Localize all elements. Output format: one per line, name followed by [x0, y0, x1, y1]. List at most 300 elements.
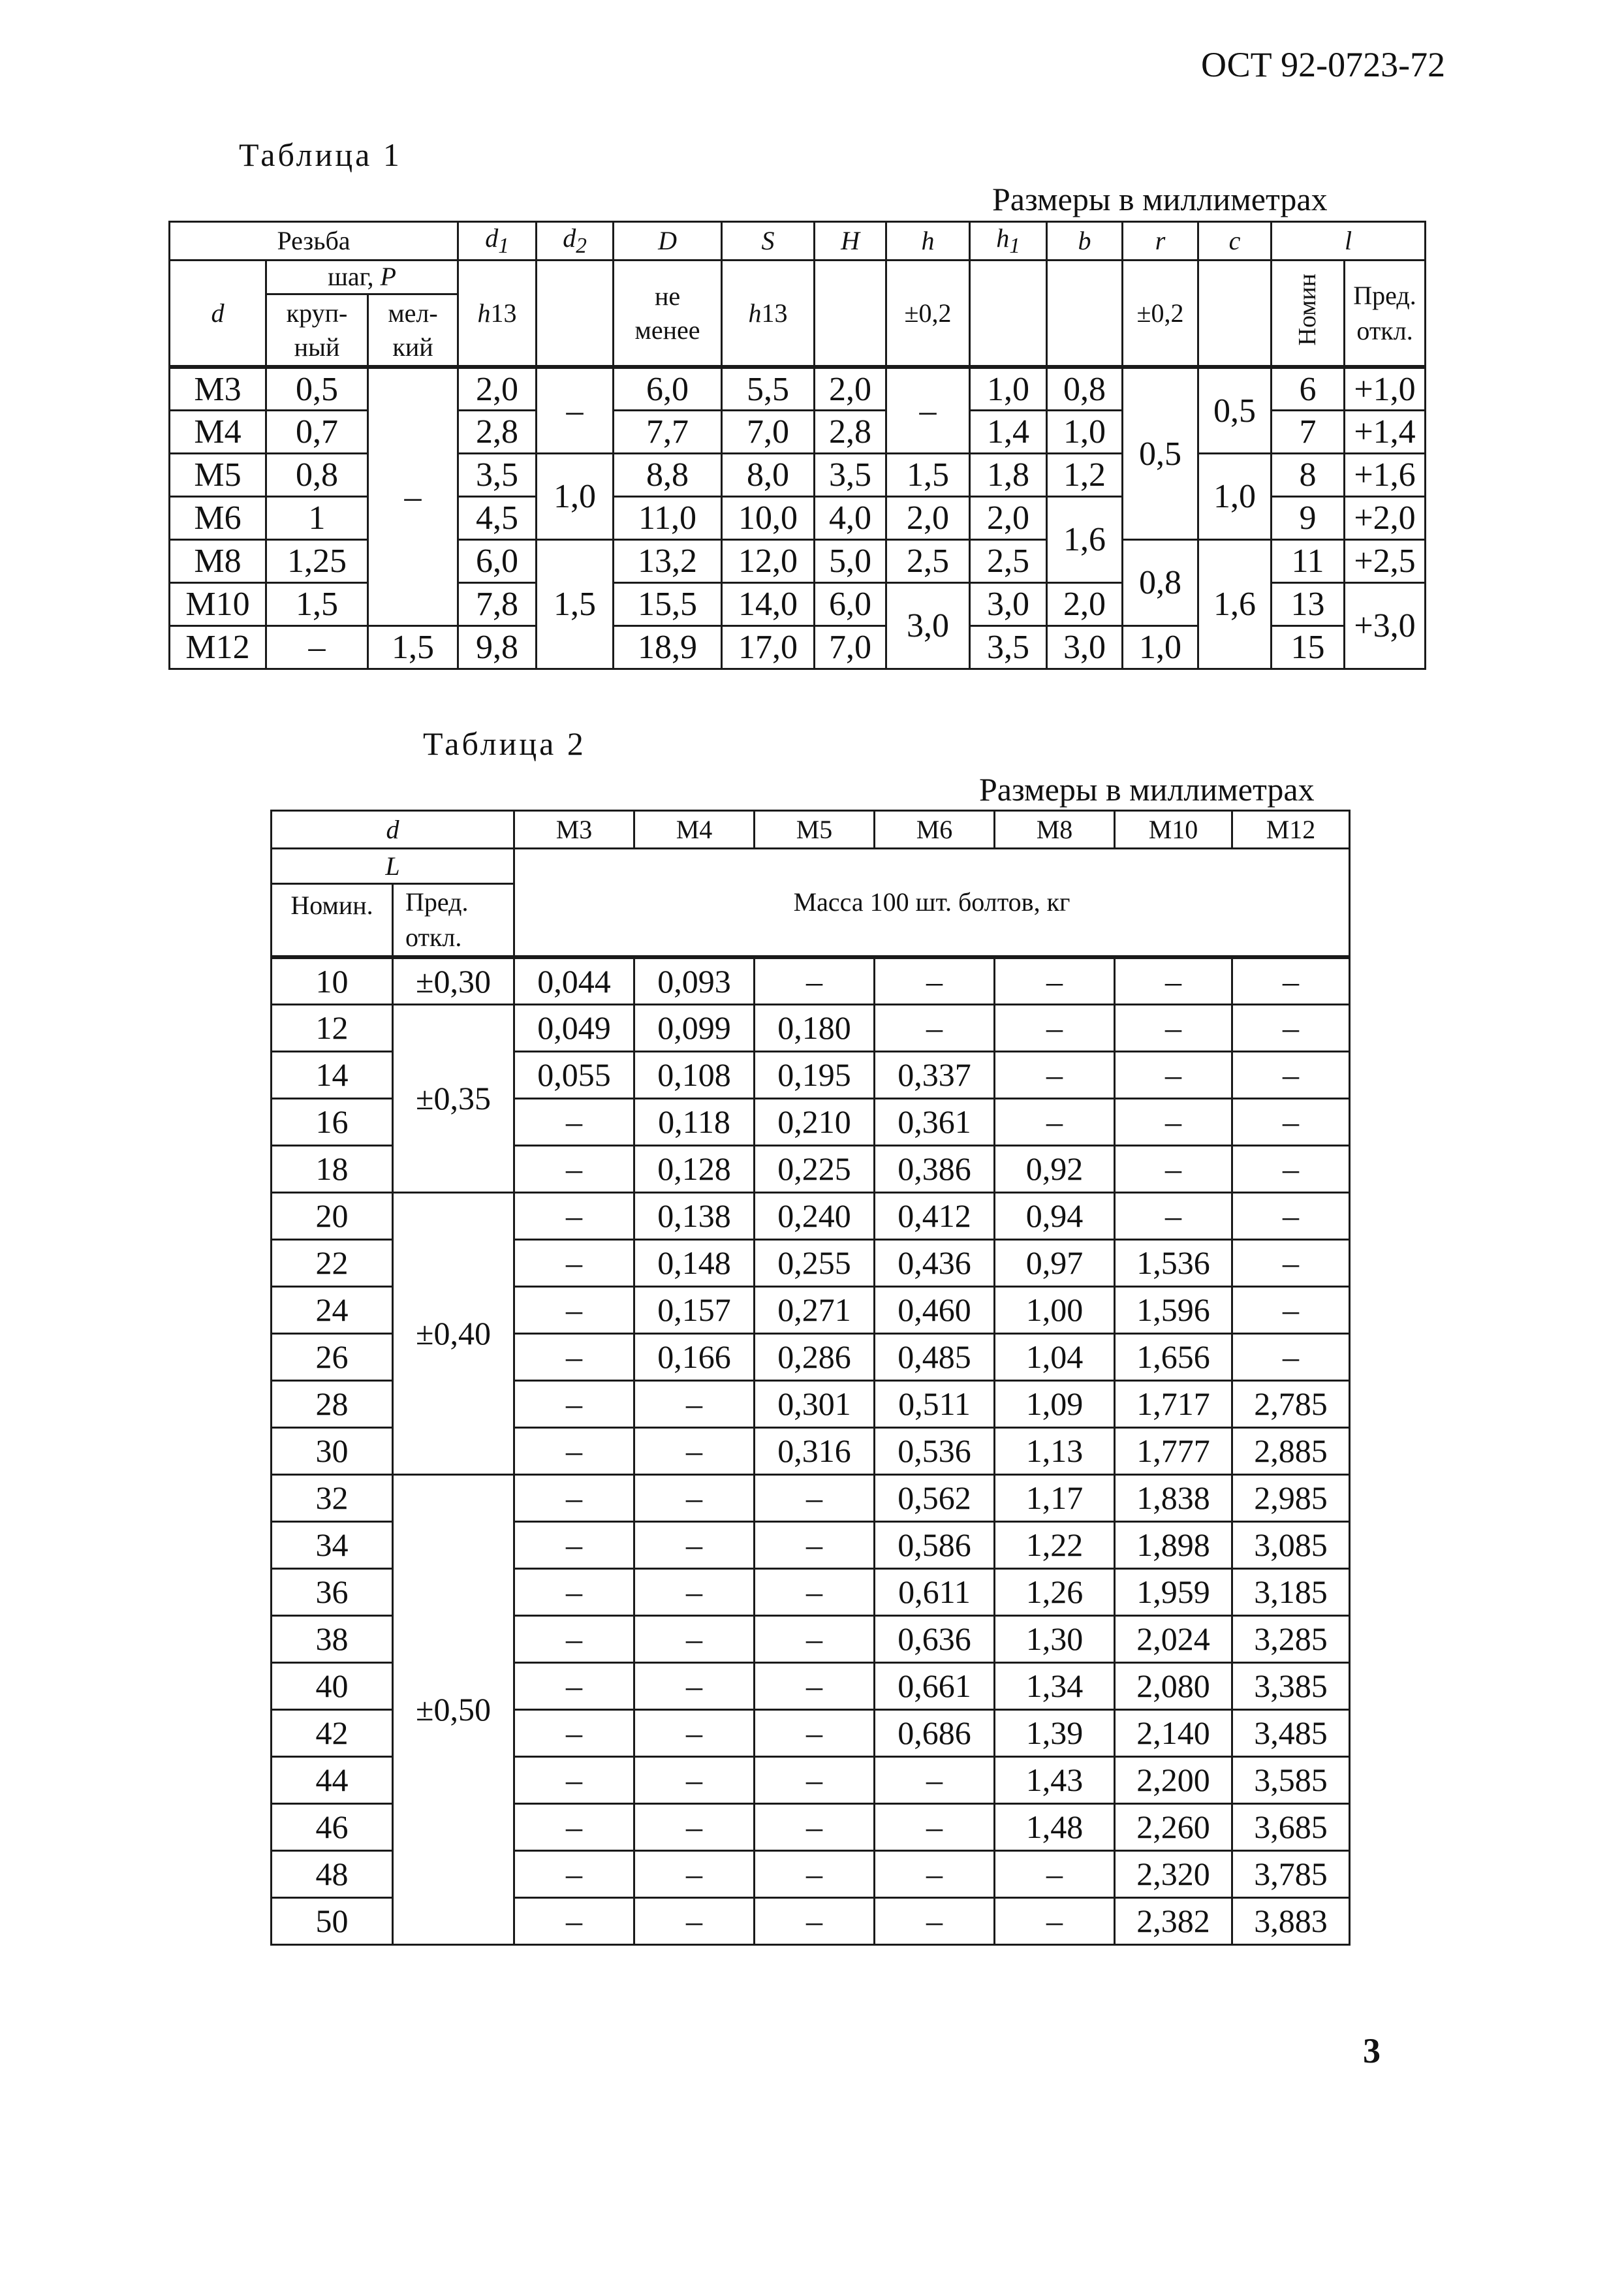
t2-mass-cell: 3,585	[1232, 1756, 1350, 1803]
t1-krup: 0,8	[266, 453, 368, 496]
t1-S: 5,5	[722, 367, 815, 410]
t2-mass-cell: 1,536	[1115, 1239, 1232, 1286]
t1-H: 7,0	[815, 625, 886, 669]
t1-h-merged: –	[886, 367, 970, 453]
t2-mass-cell: 0,255	[755, 1239, 875, 1286]
t1-H: 2,0	[815, 367, 886, 410]
table2-units: Размеры в миллиметрах	[979, 771, 1315, 808]
t1-lpred-merged: +3,0	[1345, 582, 1426, 669]
t1-h1: 2,0	[970, 496, 1047, 539]
t2-mass-cell: –	[514, 1286, 634, 1333]
t2-length: 14	[272, 1051, 393, 1098]
t2-mass-cell: –	[995, 1897, 1115, 1944]
t2-mass-cell: 0,128	[634, 1145, 755, 1192]
t2-mass-cell: 1,43	[995, 1756, 1115, 1803]
t2-mass-cell: 2,320	[1115, 1850, 1232, 1897]
header-d1: $d_1$	[458, 222, 537, 261]
t2-mass-cell: 1,30	[995, 1615, 1115, 1662]
t2-mass-cell: 0,210	[755, 1098, 875, 1145]
t2-mass-cell: 1,17	[995, 1474, 1115, 1521]
t2-length: 34	[272, 1521, 393, 1568]
t2-mass-cell: –	[514, 1568, 634, 1615]
t2-mass-cell: 1,04	[995, 1333, 1115, 1380]
t1-krup: 1,5	[266, 582, 368, 625]
t2-mass-cell: 1,959	[1115, 1568, 1232, 1615]
t1-h-merged: 3,0	[886, 582, 970, 669]
t2-length: 46	[272, 1803, 393, 1850]
t2-mass-cell: 1,39	[995, 1709, 1115, 1756]
t2-mass-cell: 0,138	[634, 1192, 755, 1239]
t1-krup: 1,25	[266, 539, 368, 582]
t2-mass-cell: –	[514, 1474, 634, 1521]
table2-body	[272, 957, 1350, 1944]
header-S: S	[722, 222, 815, 261]
t1-krup: 1	[266, 496, 368, 539]
header-d2-blank	[537, 260, 614, 367]
t1-H: 4,0	[815, 496, 886, 539]
header-c-blank	[1198, 260, 1272, 367]
t2-mass-cell: –	[514, 1192, 634, 1239]
t1-krup: –	[266, 625, 368, 669]
t1-b-merged: 1,6	[1047, 496, 1123, 582]
t2-mass-cell: 2,885	[1232, 1427, 1350, 1474]
t1-lnom: 9	[1272, 496, 1345, 539]
t2-mass-cell: –	[1115, 1192, 1232, 1239]
header-d2: $d_2$	[537, 222, 614, 261]
t1-D: 7,7	[614, 410, 722, 453]
t2-length: 26	[272, 1333, 393, 1380]
header-D-note: не менее	[614, 260, 722, 367]
t1-S: 12,0	[722, 539, 815, 582]
t2-length: 38	[272, 1615, 393, 1662]
header-b-blank	[1047, 260, 1123, 367]
t2-mass-cell: 0,562	[875, 1474, 995, 1521]
t2-length: 12	[272, 1004, 393, 1051]
t2-mass-cell: 0,316	[755, 1427, 875, 1474]
t2-length: 20	[272, 1192, 393, 1239]
t2-mass-cell: 0,611	[875, 1568, 995, 1615]
t1-h1: 1,8	[970, 453, 1047, 496]
header-H-blank	[815, 260, 886, 367]
t2-mass-cell: –	[1232, 1333, 1350, 1380]
t2-mass-cell: 1,898	[1115, 1521, 1232, 1568]
t2-mass-cell: 0,92	[995, 1145, 1115, 1192]
header-H: H	[815, 222, 886, 261]
t2-mass-cell: 2,140	[1115, 1709, 1232, 1756]
t1-d: M8	[170, 539, 266, 582]
header-b: b	[1047, 222, 1123, 261]
t2-mass-cell: 2,024	[1115, 1615, 1232, 1662]
t1-h1: 3,5	[970, 625, 1047, 669]
t2-mass-cell: –	[634, 1380, 755, 1427]
t1-b: 1,0	[1047, 410, 1123, 453]
header-d1-tol: h13	[458, 260, 537, 367]
t2-mass-cell: 0,093	[634, 957, 755, 1004]
t2-length: 30	[272, 1427, 393, 1474]
t2-mass-cell: –	[634, 1474, 755, 1521]
header-h1: $h_1$	[970, 222, 1047, 261]
header-h1-blank	[970, 260, 1047, 367]
t1-lnom: 11	[1272, 539, 1345, 582]
t1-h: 2,0	[886, 496, 970, 539]
t2-header-pred: Пред. откл.	[393, 884, 514, 958]
t2-mass-cell: –	[634, 1521, 755, 1568]
t2-mass-cell: –	[755, 1897, 875, 1944]
t2-length: 32	[272, 1474, 393, 1521]
t2-mass-cell: –	[755, 1756, 875, 1803]
t2-mass-cell: –	[755, 1709, 875, 1756]
t1-H: 6,0	[815, 582, 886, 625]
header-rezba: Резьба	[170, 222, 458, 261]
t1-lnom: 13	[1272, 582, 1345, 625]
t2-mass-cell: –	[755, 1474, 875, 1521]
t2-mass-cell: 0,118	[634, 1098, 755, 1145]
header-r-tol: ±0,2	[1123, 260, 1198, 367]
t2-mass-cell: 0,661	[875, 1662, 995, 1709]
t2-mass-cell: 1,09	[995, 1380, 1115, 1427]
t2-mass-cell: 0,485	[875, 1333, 995, 1380]
t1-d1: 3,5	[458, 453, 537, 496]
t2-mass-cell: 0,157	[634, 1286, 755, 1333]
t1-S: 7,0	[722, 410, 815, 453]
t2-mass-cell: –	[514, 1662, 634, 1709]
t2-mass-cell: –	[1232, 1098, 1350, 1145]
t2-tolerance: ±0,35	[393, 1004, 514, 1192]
t2-mass-cell: 0,94	[995, 1192, 1115, 1239]
t2-mass-cell: 0,225	[755, 1145, 875, 1192]
t2-length: 44	[272, 1756, 393, 1803]
t2-mass-cell: 0,180	[755, 1004, 875, 1051]
t2-mass-cell: –	[634, 1427, 755, 1474]
t2-mass-cell: 1,48	[995, 1803, 1115, 1850]
t2-mass-cell: –	[875, 1803, 995, 1850]
t1-d2-merged: 1,5	[537, 539, 614, 669]
t2-mass-cell: –	[1232, 1286, 1350, 1333]
t2-mass-cell: –	[1232, 1239, 1350, 1286]
t1-h1: 1,0	[970, 367, 1047, 410]
t1-r: 1,0	[1123, 625, 1198, 669]
t2-mass-cell: –	[514, 1709, 634, 1756]
header-shag: шаг, P	[266, 260, 458, 294]
t2-length: 18	[272, 1145, 393, 1192]
document-code: ОСТ 92-0723-72	[1201, 45, 1446, 84]
t2-mass-cell: –	[875, 957, 995, 1004]
t1-b: 3,0	[1047, 625, 1123, 669]
t1-lpred: +1,4	[1345, 410, 1426, 453]
t1-H: 3,5	[815, 453, 886, 496]
t1-h1: 1,4	[970, 410, 1047, 453]
t2-mass-cell: 0,536	[875, 1427, 995, 1474]
header-l: l	[1272, 222, 1426, 261]
t2-mass-cell: –	[755, 957, 875, 1004]
t2-mass-cell: 0,586	[875, 1521, 995, 1568]
t2-mass-cell: –	[755, 1662, 875, 1709]
t2-mass-cell: –	[1115, 1004, 1232, 1051]
t2-mass-cell: 1,34	[995, 1662, 1115, 1709]
table1	[168, 221, 1426, 670]
t2-mass-cell: –	[634, 1803, 755, 1850]
t2-mass-cell: 0,361	[875, 1098, 995, 1145]
t2-mass-cell: –	[1115, 1098, 1232, 1145]
t2-mass-cell: 3,185	[1232, 1568, 1350, 1615]
t2-mass-cell: –	[634, 1756, 755, 1803]
t2-mass-cell: 0,166	[634, 1333, 755, 1380]
t2-mass-cell: –	[634, 1662, 755, 1709]
t2-mass-cell: 3,285	[1232, 1615, 1350, 1662]
t2-mass-cell: –	[1115, 1145, 1232, 1192]
t2-mass-cell: –	[995, 1051, 1115, 1098]
t2-header-size: M5	[755, 811, 875, 849]
page-number: 3	[1363, 2031, 1381, 2070]
t1-d: M4	[170, 410, 266, 453]
table1-units: Размеры в миллиметрах	[992, 181, 1328, 217]
t2-mass-cell: 2,785	[1232, 1380, 1350, 1427]
t2-mass-cell: 0,412	[875, 1192, 995, 1239]
t2-mass-cell: –	[995, 1850, 1115, 1897]
t1-h1: 3,0	[970, 582, 1047, 625]
t1-r-merged: 0,5	[1123, 367, 1198, 539]
t2-tolerance: ±0,40	[393, 1192, 514, 1474]
t1-d1: 7,8	[458, 582, 537, 625]
t2-mass-cell: 0,460	[875, 1286, 995, 1333]
t2-mass-cell: 2,260	[1115, 1803, 1232, 1850]
t2-mass-cell: 0,436	[875, 1239, 995, 1286]
t1-H: 2,8	[815, 410, 886, 453]
t2-length: 36	[272, 1568, 393, 1615]
t2-mass-cell: 0,97	[995, 1239, 1115, 1286]
t1-b: 2,0	[1047, 582, 1123, 625]
t2-mass-cell: –	[755, 1521, 875, 1568]
t1-d2-merged: 1,0	[537, 453, 614, 539]
t2-mass-cell: –	[755, 1803, 875, 1850]
t1-d1: 2,0	[458, 367, 537, 410]
t2-length: 48	[272, 1850, 393, 1897]
table-row	[272, 957, 1350, 1004]
header-c: c	[1198, 222, 1272, 261]
t2-mass-cell: –	[514, 1333, 634, 1380]
t1-b: 0,8	[1047, 367, 1123, 410]
t1-D: 8,8	[614, 453, 722, 496]
header-S-tol: h13	[722, 260, 815, 367]
t2-mass-cell: –	[1232, 1051, 1350, 1098]
t1-lnom: 8	[1272, 453, 1345, 496]
t1-d: M3	[170, 367, 266, 410]
t1-c-merged: 0,5	[1198, 367, 1272, 453]
t1-d: M10	[170, 582, 266, 625]
t2-mass-cell: –	[634, 1850, 755, 1897]
t2-mass-cell: –	[1232, 1192, 1350, 1239]
t2-mass-cell: 2,080	[1115, 1662, 1232, 1709]
table2	[270, 810, 1351, 1946]
t2-mass-cell: 1,26	[995, 1568, 1115, 1615]
t2-mass-cell: 2,382	[1115, 1897, 1232, 1944]
t2-header-size: M6	[875, 811, 995, 849]
t2-mass-cell: 3,385	[1232, 1662, 1350, 1709]
t2-mass-cell: –	[514, 1427, 634, 1474]
t2-mass-cell: 3,085	[1232, 1521, 1350, 1568]
t2-mass-cell: –	[514, 1615, 634, 1662]
t2-mass-cell: –	[634, 1615, 755, 1662]
t2-mass-cell: –	[514, 1756, 634, 1803]
t2-mass-cell: 1,00	[995, 1286, 1115, 1333]
t1-lpred: +1,0	[1345, 367, 1426, 410]
t2-mass-cell: 2,985	[1232, 1474, 1350, 1521]
t2-mass-cell: –	[755, 1615, 875, 1662]
t2-mass-cell: –	[1232, 1004, 1350, 1051]
t2-mass-cell: –	[995, 957, 1115, 1004]
t2-header-size: M10	[1115, 811, 1232, 849]
t1-h: 2,5	[886, 539, 970, 582]
t2-mass-cell: –	[514, 1380, 634, 1427]
t2-mass-cell: 0,099	[634, 1004, 755, 1051]
t2-mass-cell: 0,511	[875, 1380, 995, 1427]
t2-length: 24	[272, 1286, 393, 1333]
t2-mass-cell: 1,596	[1115, 1286, 1232, 1333]
table-row	[272, 1474, 1350, 1521]
t1-h1: 2,5	[970, 539, 1047, 582]
t1-D: 11,0	[614, 496, 722, 539]
table-row	[272, 1192, 1350, 1239]
t2-mass-cell: –	[1232, 957, 1350, 1004]
t2-mass-cell: 0,044	[514, 957, 634, 1004]
t2-mass-cell: 0,686	[875, 1709, 995, 1756]
t2-header-mass: Масса 100 шт. болтов, кг	[514, 849, 1350, 958]
t1-D: 13,2	[614, 539, 722, 582]
t1-mel: 1,5	[368, 625, 458, 669]
t2-mass-cell: –	[514, 1850, 634, 1897]
t2-mass-cell: –	[514, 1239, 634, 1286]
t2-mass-cell: –	[995, 1098, 1115, 1145]
t2-mass-cell: 0,195	[755, 1051, 875, 1098]
t1-S: 17,0	[722, 625, 815, 669]
header-h-tol: ±0,2	[886, 260, 970, 367]
t2-tolerance: ±0,30	[393, 957, 514, 1004]
t1-lpred: +1,6	[1345, 453, 1426, 496]
t2-length: 16	[272, 1098, 393, 1145]
t1-d: M6	[170, 496, 266, 539]
t2-mass-cell: 1,22	[995, 1521, 1115, 1568]
t1-S: 14,0	[722, 582, 815, 625]
t1-lpred: +2,0	[1345, 496, 1426, 539]
t2-mass-cell: 0,337	[875, 1051, 995, 1098]
t2-mass-cell: –	[1115, 957, 1232, 1004]
header-nomin	[1272, 260, 1345, 367]
t2-mass-cell: –	[1232, 1145, 1350, 1192]
t1-d: M5	[170, 453, 266, 496]
t2-mass-cell: 0,240	[755, 1192, 875, 1239]
t2-header-size: M8	[995, 811, 1115, 849]
t2-length: 10	[272, 957, 393, 1004]
t2-mass-cell: 1,838	[1115, 1474, 1232, 1521]
t1-D: 6,0	[614, 367, 722, 410]
t1-c-merged: 1,6	[1198, 539, 1272, 669]
t2-mass-cell: –	[514, 1098, 634, 1145]
t2-mass-cell: –	[514, 1897, 634, 1944]
t2-mass-cell: –	[875, 1850, 995, 1897]
t1-d: M12	[170, 625, 266, 669]
t2-mass-cell: –	[514, 1803, 634, 1850]
t2-mass-cell: 3,685	[1232, 1803, 1350, 1850]
t2-mass-cell: 0,271	[755, 1286, 875, 1333]
t2-mass-cell: –	[875, 1897, 995, 1944]
t1-lpred: +2,5	[1345, 539, 1426, 582]
t2-length: 42	[272, 1709, 393, 1756]
t1-d1: 6,0	[458, 539, 537, 582]
t1-lnom: 15	[1272, 625, 1345, 669]
t2-mass-cell: –	[514, 1145, 634, 1192]
t1-c-merged: 1,0	[1198, 453, 1272, 539]
header-melky: мел- кий	[368, 294, 458, 367]
t2-mass-cell: 0,055	[514, 1051, 634, 1098]
t2-mass-cell: –	[875, 1004, 995, 1051]
t2-mass-cell: 0,386	[875, 1145, 995, 1192]
t1-S: 8,0	[722, 453, 815, 496]
t2-mass-cell: –	[1115, 1051, 1232, 1098]
t1-d1: 4,5	[458, 496, 537, 539]
t1-b: 1,2	[1047, 453, 1123, 496]
t1-krup: 0,7	[266, 410, 368, 453]
t2-mass-cell: 2,200	[1115, 1756, 1232, 1803]
t2-mass-cell: –	[634, 1568, 755, 1615]
t2-mass-cell: 0,049	[514, 1004, 634, 1051]
t2-mass-cell: –	[514, 1521, 634, 1568]
t2-mass-cell: –	[995, 1004, 1115, 1051]
table-row	[272, 1004, 1350, 1051]
t1-mel-merged: –	[368, 367, 458, 625]
t2-mass-cell: 3,883	[1232, 1897, 1350, 1944]
header-h: h	[886, 222, 970, 261]
t2-mass-cell: –	[755, 1568, 875, 1615]
t1-D: 18,9	[614, 625, 722, 669]
t2-mass-cell: –	[634, 1709, 755, 1756]
header-krupny: круп- ный	[266, 294, 368, 367]
t2-mass-cell: –	[634, 1897, 755, 1944]
t1-d1: 9,8	[458, 625, 537, 669]
t2-header-size: M4	[634, 811, 755, 849]
table1-title: Таблица 1	[239, 136, 402, 173]
t2-header-nomin: Номин.	[272, 884, 393, 958]
t2-tolerance: ±0,50	[393, 1474, 514, 1944]
t1-d2-merged: –	[537, 367, 614, 453]
t1-krup: 0,5	[266, 367, 368, 410]
t2-mass-cell: –	[755, 1850, 875, 1897]
t2-mass-cell: 0,108	[634, 1051, 755, 1098]
t2-mass-cell: 1,717	[1115, 1380, 1232, 1427]
t2-header-size: M3	[514, 811, 634, 849]
header-nomin-text: Номин	[1293, 274, 1321, 346]
table2-title: Таблица 2	[423, 725, 586, 762]
t2-mass-cell: 0,286	[755, 1333, 875, 1380]
t2-mass-cell: 1,656	[1115, 1333, 1232, 1380]
t2-length: 28	[272, 1380, 393, 1427]
t1-lnom: 7	[1272, 410, 1345, 453]
t1-r-merged: 0,8	[1123, 539, 1198, 625]
t2-mass-cell: 3,485	[1232, 1709, 1350, 1756]
t1-lnom: 6	[1272, 367, 1345, 410]
t2-mass-cell: 0,301	[755, 1380, 875, 1427]
t2-mass-cell: 0,636	[875, 1615, 995, 1662]
t2-mass-cell: 1,777	[1115, 1427, 1232, 1474]
header-d: d	[170, 260, 266, 367]
t2-header-size: M12	[1232, 811, 1350, 849]
t2-length: 22	[272, 1239, 393, 1286]
header-pred: Пред. откл.	[1345, 260, 1426, 367]
t2-header-d: d	[272, 811, 514, 849]
t1-D: 15,5	[614, 582, 722, 625]
header-D: D	[614, 222, 722, 261]
t2-mass-cell: –	[875, 1756, 995, 1803]
t1-H: 5,0	[815, 539, 886, 582]
